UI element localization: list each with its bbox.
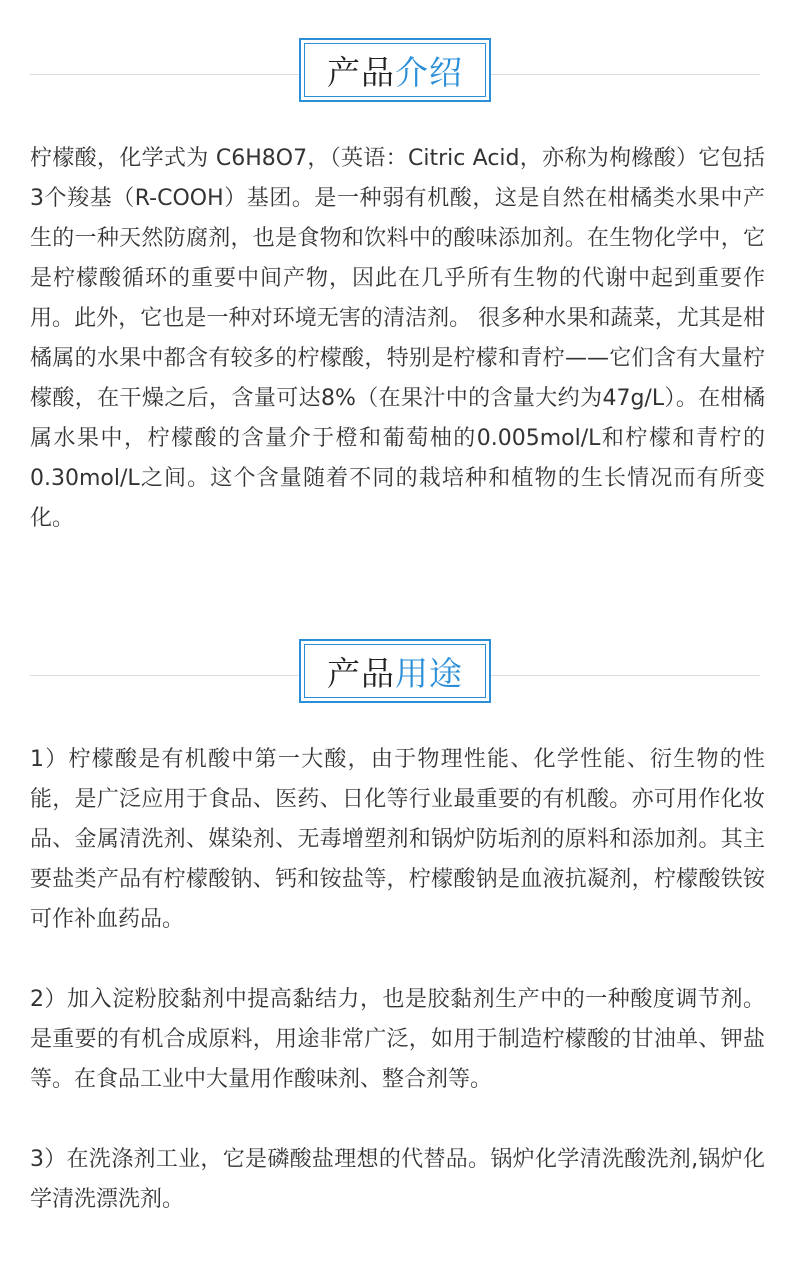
uses-title-box (299, 639, 491, 703)
intro-paragraph: 柠檬酸，化学式为 C6H8O7，（英语：Citric Acid，亦称为枸橼酸）它包括3个羧基（R-COOH）基团。是一种弱有机酸，这是自然在柑橘类水果中产生的一种天然防腐剂，也是食物和饮料中的酸味添加剂。在生物化学中，它是柠檬酸循环的重要中间产物，因此在几乎所有生物的代谢中起到重要作用。此外，它也是一种对环境无害的清洁剂。 很多种水果和蔬菜，尤其是柑橘属的水果中都含有较多的柠檬酸，特别是柠檬和青柠——它们含有大量柠檬酸，在干燥之后，含量可达8%（在果汁中的含量大约为47g/L）。在柑橘属水果中，柠檬酸的含量介于橙和葡萄柚的0.005mol/L和柠檬和青柠的0.30mol/L之间。这个含量随着不同的栽培种和植物的生长情况而有所变化。 (30, 146, 765, 531)
uses-section-header (30, 639, 760, 709)
uses-title-dark: 产品 (327, 653, 395, 693)
intro-section-header (30, 38, 760, 108)
uses-item-1: 1）柠檬酸是有机酸中第一大酸，由于物理性能、化学性能、衍生物的性能，是广泛应用于食品、医药、日化等行业最重要的有机酸。亦可用作化妆品、金属清洗剂、媒染剂、无毒增塑剂和锅炉防垢剂的原料和添加剂。其主要盐类产品有柠檬酸钠、钙和铵盐等，柠檬酸钠是血液抗凝剂，柠檬酸铁铵可作补血药品。 (30, 747, 765, 932)
intro-title-accent: 介绍 (395, 52, 463, 92)
intro-title (304, 43, 486, 97)
uses-title (304, 644, 486, 698)
uses-item-3: 3）在洗涤剂工业，它是磷酸盐理想的代替品。锅炉化学清洗酸洗剂,锅炉化学清洗漂洗剂。 (30, 1147, 765, 1212)
intro-title-dark: 产品 (327, 52, 395, 92)
intro-title-box (299, 38, 491, 102)
uses-title-accent: 用途 (395, 653, 463, 693)
uses-item-2: 2）加入淀粉胶黏剂中提高黏结力，也是胶黏剂生产中的一种酸度调节剂。是重要的有机合成原料，用途非常广泛，如用于制造柠檬酸的甘油单、钾盐等。在食品工业中大量用作酸味剂、整合剂等。 (30, 987, 765, 1092)
